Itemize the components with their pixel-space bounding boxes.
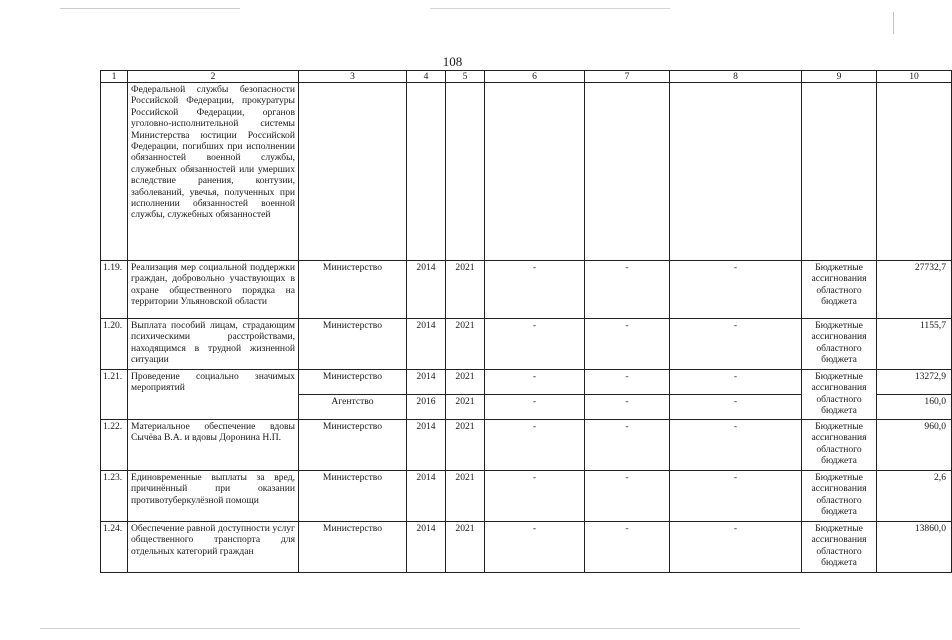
header-cell: 5 xyxy=(446,71,485,83)
end-year-cell: 2021 xyxy=(446,420,485,471)
col8-cell: - xyxy=(670,395,802,420)
table-row xyxy=(101,83,952,261)
description-cell: Федеральной службы безопасности Российской Федерации, прокуратуры Российской Федерации, органов уголовно-исполнительной системы Министерства юстиции Российской Федерации, погибших при исполнении обязанностей военной службы, служебных обязанностей или умерших вследствие ранения, контузии, заболеваний, увечья, полученных при исполнении обязанностей военной службы, служебных обязанностей xyxy=(128,83,299,261)
executor-cell: Министерство xyxy=(299,522,407,573)
description-cell: Проведение социально значимых мероприятий xyxy=(128,370,299,420)
scan-artifact xyxy=(60,8,240,9)
col6-cell: - xyxy=(485,370,585,395)
end-year-cell: 2021 xyxy=(446,319,485,370)
header-cell: 4 xyxy=(407,71,446,83)
col6-cell: - xyxy=(485,471,585,522)
table-row xyxy=(101,420,952,471)
row-number: 1.20. xyxy=(101,319,128,370)
start-year-cell: 2016 xyxy=(407,395,446,420)
funding-source-cell: Бюджетные ассигнования областного бюджета xyxy=(802,261,877,319)
col7-cell: - xyxy=(585,420,670,471)
end-year-cell: 2021 xyxy=(446,261,485,319)
header-cell: 1 xyxy=(101,71,128,83)
header-cell: 2 xyxy=(128,71,299,83)
header-row xyxy=(101,71,952,83)
funding-source-cell: Бюджетные ассигнования областного бюджета xyxy=(802,370,877,420)
col6-cell: - xyxy=(485,261,585,319)
end-year-cell: 2021 xyxy=(446,395,485,420)
col8-cell: - xyxy=(670,420,802,471)
amount-cell: 27732,7 xyxy=(877,261,952,319)
amount-cell: 960,0 xyxy=(877,420,952,471)
table-row xyxy=(101,370,952,395)
amount-cell: 1155,7 xyxy=(877,319,952,370)
start-year-cell: 2014 xyxy=(407,471,446,522)
start-year-cell: 2014 xyxy=(407,370,446,395)
end-year-cell: 2021 xyxy=(446,471,485,522)
header-cell: 3 xyxy=(299,71,407,83)
scan-artifact xyxy=(893,12,894,34)
start-year-cell: 2014 xyxy=(407,522,446,573)
budget-table xyxy=(100,70,952,573)
col7-cell: - xyxy=(585,395,670,420)
col6-cell: - xyxy=(485,395,585,420)
description-cell: Обеспечение равной доступности услуг общественного транспорта для отдельных категорий граждан xyxy=(128,522,299,573)
executor-cell: Министерство xyxy=(299,370,407,395)
col6-cell: - xyxy=(485,522,585,573)
table-row xyxy=(101,261,952,319)
amount-cell: 13860,0 xyxy=(877,522,952,573)
executor-cell: Агентство xyxy=(299,395,407,420)
col7-cell: - xyxy=(585,471,670,522)
funding-source-cell: Бюджетные ассигнования областного бюджета xyxy=(802,522,877,573)
description-cell: Реализация мер социальной поддержки граждан, добровольно участвующих в охране общественного порядка на территории Ульяновской области xyxy=(128,261,299,319)
executor-cell: Министерство xyxy=(299,420,407,471)
funding-source-cell: Бюджетные ассигнования областного бюджета xyxy=(802,471,877,522)
col8-cell: - xyxy=(670,261,802,319)
header-cell: 10 xyxy=(877,71,952,83)
amount-cell: 13272,9 xyxy=(877,370,952,395)
end-year-cell: 2021 xyxy=(446,522,485,573)
funding-source-cell: Бюджетные ассигнования областного бюджета xyxy=(802,319,877,370)
amount-cell: 2,6 xyxy=(877,471,952,522)
col8-cell: - xyxy=(670,522,802,573)
row-number: 1.22. xyxy=(101,420,128,471)
col7-cell: - xyxy=(585,370,670,395)
col7-cell: - xyxy=(585,319,670,370)
description-cell: Материальное обеспечение вдовы Сычёва В.А. и вдовы Доронина Н.П. xyxy=(128,420,299,471)
header-cell: 6 xyxy=(485,71,585,83)
funding-source-cell: Бюджетные ассигнования областного бюджета xyxy=(802,420,877,471)
col6-cell: - xyxy=(485,319,585,370)
header-cell: 7 xyxy=(585,71,670,83)
end-year-cell: 2021 xyxy=(446,370,485,395)
col6-cell: - xyxy=(485,420,585,471)
table-row xyxy=(101,522,952,573)
table-row xyxy=(101,319,952,370)
header-cell: 8 xyxy=(670,71,802,83)
executor-cell: Министерство xyxy=(299,319,407,370)
description-cell: Выплата пособий лицам, страдающим психическими расстройствами, находящимся в трудной жизненной ситуации xyxy=(128,319,299,370)
scan-artifact xyxy=(40,628,800,629)
description-cell: Единовременные выплаты за вред, причинённый при оказании противотуберкулёзной помощи xyxy=(128,471,299,522)
executor-cell: Министерство xyxy=(299,471,407,522)
row-number: 1.24. xyxy=(101,522,128,573)
col7-cell: - xyxy=(585,522,670,573)
start-year-cell: 2014 xyxy=(407,319,446,370)
page-number: 108 xyxy=(442,54,463,69)
start-year-cell: 2014 xyxy=(407,261,446,319)
scan-artifact xyxy=(430,8,670,9)
num-cell xyxy=(101,83,128,261)
executor-cell: Министерство xyxy=(299,261,407,319)
amount-cell: 160,0 xyxy=(877,395,952,420)
col7-cell: - xyxy=(585,261,670,319)
row-number: 1.23. xyxy=(101,471,128,522)
col8-cell: - xyxy=(670,471,802,522)
row-number: 1.21. xyxy=(101,370,128,420)
col8-cell: - xyxy=(670,370,802,395)
table-row xyxy=(101,471,952,522)
header-cell: 9 xyxy=(802,71,877,83)
col8-cell: - xyxy=(670,319,802,370)
row-number: 1.19. xyxy=(101,261,128,319)
start-year-cell: 2014 xyxy=(407,420,446,471)
